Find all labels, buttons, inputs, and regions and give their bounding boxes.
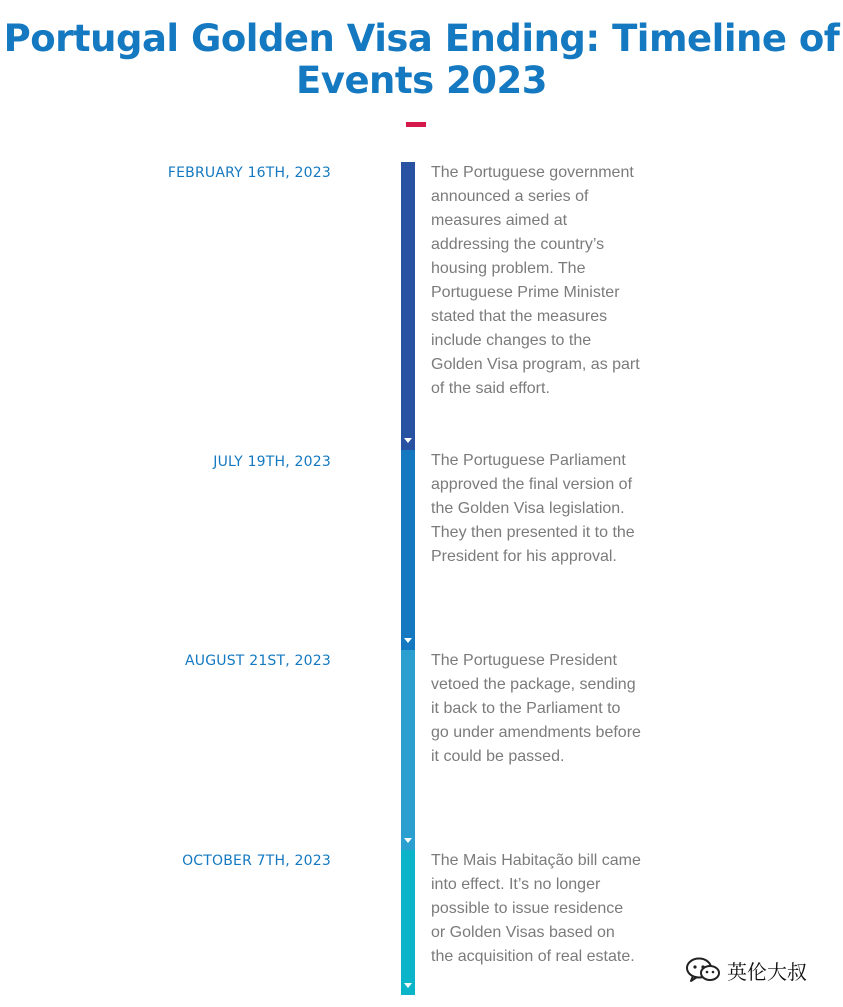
- watermark: [685, 954, 807, 986]
- event-description: The Portuguese government announced a series of measures aimed at addressing the country’s housing problem. The Portuguese Prime Minister stated that the measures include changes to the Golden Visa program, as part of the said effort.: [431, 164, 640, 397]
- event-date: OCTOBER 7TH, 2023: [182, 853, 331, 869]
- watermark-text: 英伦大叔: [727, 959, 807, 984]
- timeline-segment: [401, 450, 415, 650]
- chevron-down-icon: [404, 983, 412, 988]
- chevron-down-icon: [404, 438, 412, 443]
- event-date: AUGUST 21ST, 2023: [185, 653, 331, 669]
- timeline-segment: [401, 850, 415, 995]
- timeline-segment: [401, 650, 415, 850]
- wechat-icon: [685, 956, 721, 984]
- event-description: The Portuguese Parliament approved the final version of the Golden Visa legislation. They then presented it to the President for his approval.: [431, 452, 635, 565]
- chevron-down-icon: [404, 838, 412, 843]
- page-title: Portugal Golden Visa Ending: Timeline of Events 2023: [3, 17, 840, 102]
- event-date: FEBRUARY 16TH, 2023: [167, 165, 331, 181]
- event-date: JULY 19TH, 2023: [213, 454, 331, 470]
- title-underline: [406, 122, 426, 127]
- chevron-down-icon: [404, 638, 412, 643]
- event-description: The Mais Habitação bill came into effect. It’s no longer possible to issue residence or Golden Visas based on the acquisition of real estate.: [431, 852, 641, 965]
- event-description: The Portuguese President vetoed the package, sending it back to the Parliament to go under amendments before it could be passed.: [431, 652, 641, 765]
- timeline-segment: [401, 162, 415, 450]
